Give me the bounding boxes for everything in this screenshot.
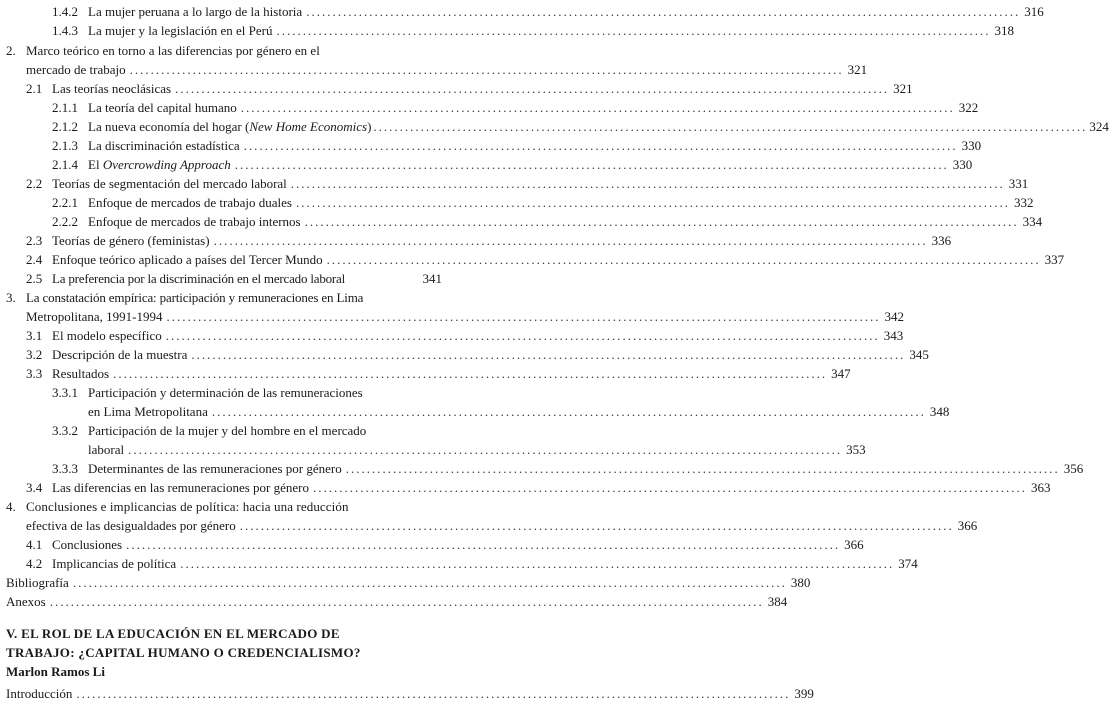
entry-number: 2.1.1 <box>52 100 78 115</box>
toc-entry[interactable] <box>26 250 1065 269</box>
entry-page: 343 <box>883 328 904 343</box>
entry-number: 2.1.3 <box>52 138 78 153</box>
entry-page: 334 <box>1022 214 1043 229</box>
entry-title: La discriminación estadística <box>88 138 240 153</box>
entry-page: 356 <box>1063 461 1084 476</box>
toc-entry[interactable] <box>26 345 929 364</box>
toc-entry[interactable] <box>26 307 904 326</box>
dot-leader <box>313 478 1027 497</box>
entry-number: 2.2.2 <box>52 214 78 229</box>
entry-page: 345 <box>909 347 929 362</box>
entry-page: 330 <box>961 138 982 153</box>
dot-leader <box>180 554 894 573</box>
entry-number: 3.1 <box>26 328 43 343</box>
title-text: El <box>88 157 103 172</box>
entry-title: La mujer peruana a lo largo de la historia <box>88 4 303 19</box>
toc-entry[interactable] <box>26 79 913 98</box>
entry-number: 3.3.1 <box>52 385 78 400</box>
entry-page: 353 <box>846 442 866 457</box>
toc-entry[interactable] <box>26 269 442 288</box>
entry-page: 380 <box>790 575 811 590</box>
dot-leader <box>327 250 1041 269</box>
entry-title-line1: Participación y determinación de las remuneraciones <box>88 385 363 400</box>
dot-leader <box>191 345 905 364</box>
entry-number: 2.1 <box>26 81 43 96</box>
toc-entry[interactable] <box>52 21 1014 40</box>
toc-section-heading[interactable] <box>6 497 442 516</box>
toc-entry[interactable] <box>52 193 1034 212</box>
entry-number: 3.3 <box>26 366 43 381</box>
entry-page: 348 <box>929 404 950 419</box>
toc-entry-heading[interactable] <box>52 383 442 402</box>
entry-number: 1.4.2 <box>52 4 78 19</box>
entry-title: El modelo específico <box>52 328 162 343</box>
entry-title: Enfoque teórico aplicado a países del Tercer Mundo <box>52 252 323 267</box>
entry-title: Resultados <box>52 366 110 381</box>
chapter-title-line2: TRABAJO: ¿CAPITAL HUMANO O CREDENCIALISMO? <box>6 645 361 660</box>
entry-title: Determinantes de las remuneraciones por género <box>88 461 342 476</box>
entry-title: Bibliografía <box>6 575 69 590</box>
toc-entry[interactable] <box>26 364 851 383</box>
entry-title: Teorías de segmentación del mercado laboral <box>52 176 287 191</box>
toc-entry[interactable] <box>88 402 950 421</box>
entry-page: 324 <box>1089 119 1109 134</box>
dot-leader <box>128 440 842 459</box>
title-text: ) <box>367 119 372 134</box>
entry-number: 2.3 <box>26 233 43 248</box>
entry-title-line1: Participación de la mujer y del hombre en el mercado <box>88 423 367 438</box>
entry-page: 337 <box>1044 252 1065 267</box>
entry-title-line2: en Lima Metropolitana <box>88 404 208 419</box>
entry-number: 1.4.3 <box>52 23 78 38</box>
entry-number: 3.3.3 <box>52 461 78 476</box>
entry-page: 336 <box>931 233 952 248</box>
dot-leader <box>235 155 949 174</box>
entry-title-line2: efectiva de las desigualdades por género <box>26 518 236 533</box>
toc-section-heading[interactable] <box>6 288 442 307</box>
dot-leader <box>346 459 1060 478</box>
entry-title-line2: mercado de trabajo <box>26 62 126 77</box>
entry-number: 3.4 <box>26 480 43 495</box>
entry-page: 347 <box>831 366 851 381</box>
entry-number: 4. <box>6 499 16 514</box>
entry-title: Enfoque de mercados de trabajo internos <box>88 214 301 229</box>
entry-page: 363 <box>1031 480 1051 495</box>
entry-page: 321 <box>893 81 913 96</box>
entry-number: 4.2 <box>26 556 43 571</box>
toc-entry[interactable] <box>26 326 904 345</box>
dot-leader <box>50 592 764 611</box>
dot-leader <box>175 79 889 98</box>
dot-leader <box>291 174 1005 193</box>
entry-page: 384 <box>767 594 788 609</box>
entry-title: Enfoque de mercados de trabajo duales <box>88 195 292 210</box>
toc-entry[interactable] <box>26 174 1029 193</box>
toc-entry[interactable] <box>26 554 918 573</box>
entry-title <box>88 117 371 136</box>
entry-page: 399 <box>794 686 814 701</box>
entry-number: 3.2 <box>26 347 43 362</box>
toc-entry[interactable] <box>88 440 866 459</box>
entry-title: Anexos <box>6 594 46 609</box>
entry-title: Conclusiones <box>52 537 123 552</box>
entry-page: 318 <box>994 23 1014 38</box>
entry-page: 366 <box>844 537 864 552</box>
toc-entry[interactable] <box>26 516 978 535</box>
entry-number: 2.1.4 <box>52 157 78 172</box>
dot-leader <box>241 98 955 117</box>
toc-section-heading[interactable] <box>6 41 442 60</box>
entry-title: Las diferencias en las remuneraciones por género <box>52 480 309 495</box>
entry-page: 331 <box>1008 176 1029 191</box>
entry-title: La teoría del capital humano <box>88 100 237 115</box>
entry-page: 316 <box>1024 4 1044 19</box>
entry-page: 366 <box>957 518 978 533</box>
entry-page: 322 <box>958 100 979 115</box>
toc-entry[interactable] <box>6 684 814 703</box>
entry-page: 374 <box>898 556 918 571</box>
entry-title-line1: La constatación empírica: participación y remuneraciones en Lima <box>26 290 364 305</box>
entry-title-line1: Marco teórico en torno a las diferencias por género en el <box>26 43 320 58</box>
dot-leader <box>113 364 827 383</box>
entry-page: 321 <box>847 62 868 77</box>
dot-leader <box>306 2 1020 21</box>
entry-number: 3. <box>6 290 16 305</box>
toc-entry[interactable] <box>6 573 811 592</box>
toc-entry[interactable] <box>52 2 1044 21</box>
entry-number: 2.2 <box>26 176 43 191</box>
toc-entry[interactable] <box>52 98 979 117</box>
dot-leader <box>296 193 1010 212</box>
dot-leader <box>214 231 928 250</box>
dot-leader <box>244 136 958 155</box>
dot-leader <box>373 117 1087 136</box>
chapter-author: Marlon Ramos Li <box>6 664 105 679</box>
dot-leader <box>73 573 787 592</box>
title-italic: New Home Economics <box>249 119 368 134</box>
entry-title: Introducción <box>6 686 73 701</box>
entry-number: 2.1.2 <box>52 119 78 134</box>
dot-leader <box>76 684 790 703</box>
dot-leader <box>305 212 1019 231</box>
chapter-title-line1: V. EL ROL DE LA EDUCACIÓN EN EL MERCADO DE <box>6 626 340 641</box>
entry-number: 2.4 <box>26 252 43 267</box>
toc-entry[interactable] <box>52 212 1043 231</box>
entry-title: Implicancias de política <box>52 556 177 571</box>
entry-number: 2.5 <box>26 271 43 286</box>
dot-leader <box>240 516 954 535</box>
entry-number: 2. <box>6 43 16 58</box>
entry-title <box>88 155 231 174</box>
entry-title: La preferencia por la discriminación en el mercado laboral <box>52 271 346 286</box>
entry-title: La mujer y la legislación en el Perú <box>88 23 273 38</box>
toc-entry[interactable] <box>52 136 982 155</box>
dot-leader <box>130 60 844 79</box>
entry-title: Las teorías neoclásicas <box>52 81 172 96</box>
toc-entry[interactable] <box>52 117 1109 136</box>
entry-number: 2.2.1 <box>52 195 78 210</box>
dot-leader <box>166 326 880 345</box>
entry-number: 4.1 <box>26 537 43 552</box>
toc-entry[interactable] <box>52 459 1084 478</box>
entry-title: Descripción de la muestra <box>52 347 188 362</box>
entry-title: Teorías de género (feministas) <box>52 233 210 248</box>
toc-entry[interactable] <box>52 155 973 174</box>
toc-entry[interactable] <box>26 478 1051 497</box>
entry-page: 341 <box>422 271 442 286</box>
toc-entry[interactable] <box>26 60 868 79</box>
entry-number: 3.3.2 <box>52 423 78 438</box>
title-text: La nueva economía del hogar ( <box>88 119 250 134</box>
toc-entry[interactable] <box>26 535 864 554</box>
dot-leader <box>126 535 840 554</box>
dot-leader <box>276 21 990 40</box>
toc-entry[interactable] <box>6 592 788 611</box>
entry-title-line2: Metropolitana, 1991-1994 <box>26 309 163 324</box>
toc-entry[interactable] <box>26 231 952 250</box>
entry-page: 342 <box>884 309 904 324</box>
title-italic: Overcrowding Approach <box>102 157 231 172</box>
entry-title-line1: Conclusiones e implicancias de política: hacia una reducción <box>26 499 349 514</box>
entry-page: 332 <box>1013 195 1034 210</box>
toc-entry-heading[interactable] <box>52 421 442 440</box>
entry-page: 330 <box>952 157 973 172</box>
dot-leader <box>212 402 926 421</box>
entry-title-line2: laboral <box>88 442 125 457</box>
dot-leader <box>166 307 880 326</box>
